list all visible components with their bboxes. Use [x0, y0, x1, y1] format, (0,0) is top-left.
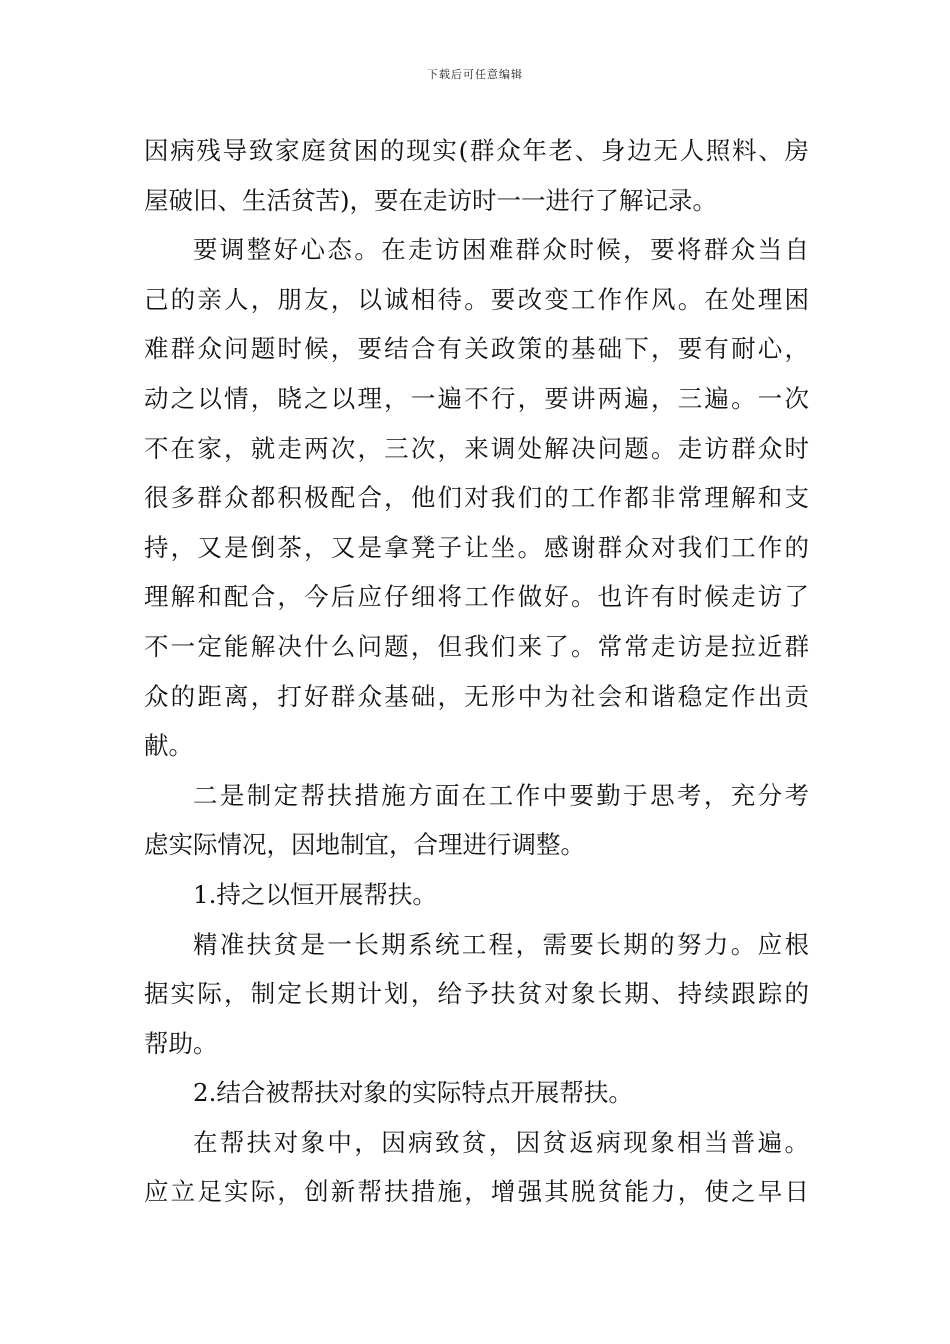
text-line: 精准扶贫是一长期系统工程，需要长期的努力。应根: [193, 929, 809, 959]
text-line: 理解和配合，今后应仔细将工作做好。也许有时候走访了: [144, 582, 809, 612]
text-line: 应立足实际，创新帮扶措施，增强其脱贫能力，使之早日: [144, 1177, 809, 1207]
text-line: 屋破旧、生活贫苦)，要在走访时一一进行了解记录。: [144, 185, 718, 215]
text-line: 二是制定帮扶措施方面在工作中要勤于思考，充分考: [193, 780, 809, 810]
text-line: 己的亲人，朋友，以诚相待。要改变工作作风。在处理困: [144, 284, 809, 314]
text-line: 虑实际情况，因地制宜，合理进行调整。: [144, 830, 585, 860]
text-line: 持，又是倒茶，又是拿凳子让坐。感谢群众对我们工作的: [144, 532, 809, 562]
text-line: 帮助。: [144, 1028, 218, 1058]
document-body: [144, 126, 809, 1217]
text-line: 难群众问题时候，要结合有关政策的基础下，要有耐心，: [144, 334, 809, 364]
text-line: 献。: [144, 731, 193, 761]
text-line: 1.持之以恒开展帮扶。: [193, 879, 437, 909]
text-line: 据实际，制定长期计划，给予扶贫对象长期、持续跟踪的: [144, 979, 809, 1009]
text-line: 2.结合被帮扶对象的实际特点开展帮扶。: [193, 1078, 633, 1108]
text-line: 不在家，就走两次，三次，来调处解决问题。走访群众时: [144, 433, 809, 463]
page-header: 下载后可任意编辑: [427, 68, 523, 81]
text-line: 众的距离，打好群众基础，无形中为社会和谐稳定作出贡: [144, 681, 809, 711]
text-line: 很多群众都积极配合，他们对我们的工作都非常理解和支: [144, 483, 809, 513]
text-line: 要调整好心态。在走访困难群众时候，要将群众当自: [193, 235, 809, 265]
text-line: 动之以情，晓之以理，一遍不行，要讲两遍，三遍。一次: [144, 383, 809, 413]
text-line: 不一定能解决什么问题，但我们来了。常常走访是拉近群: [144, 631, 809, 661]
text-line: 在帮扶对象中，因病致贫，因贫返病现象相当普遍。: [193, 1127, 809, 1157]
text-line: 因病残导致家庭贫困的现实(群众年老、身边无人照料、房: [144, 136, 809, 165]
